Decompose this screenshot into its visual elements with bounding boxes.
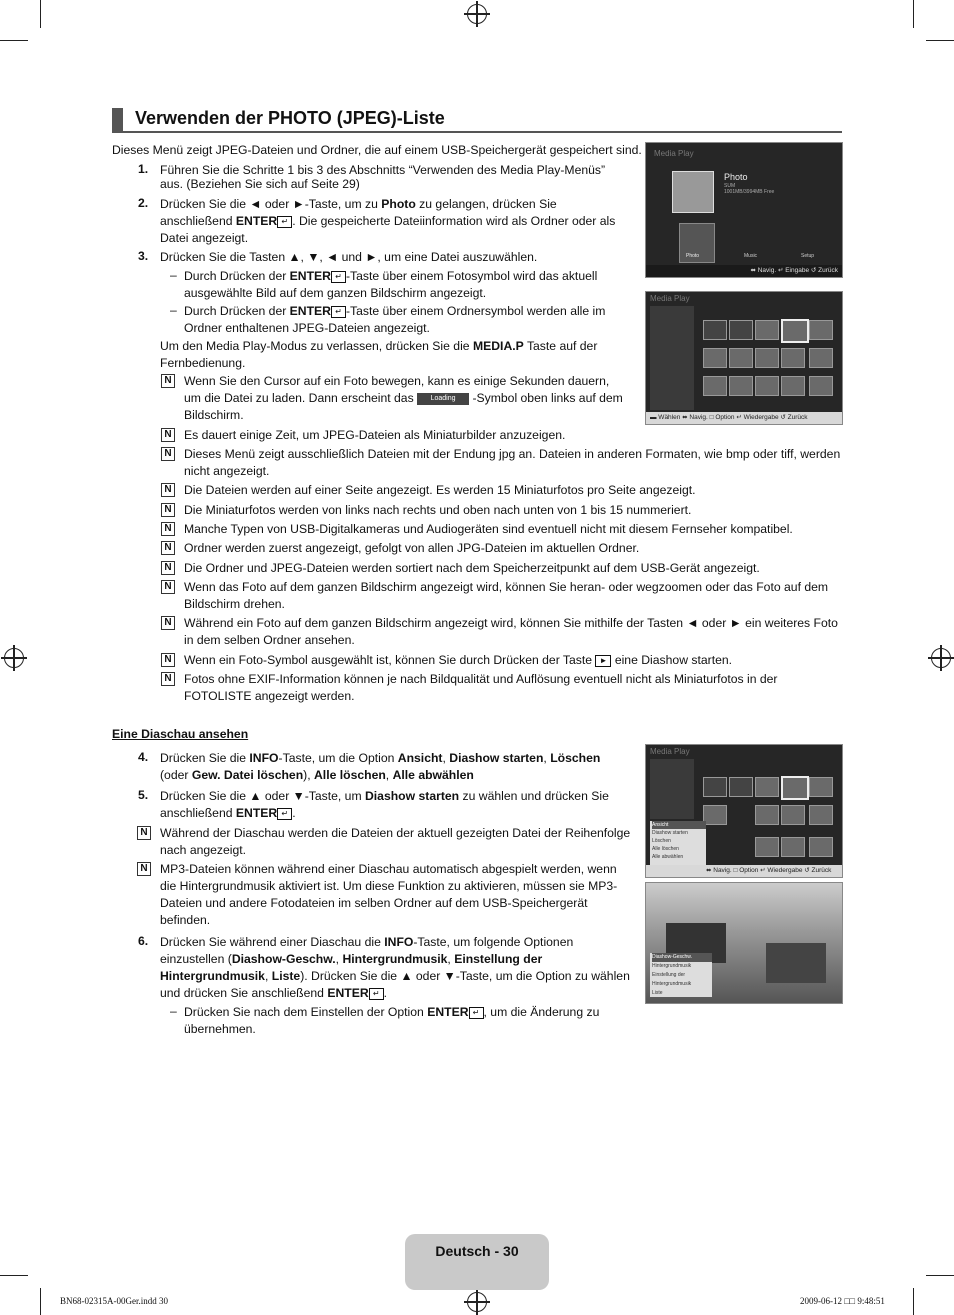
note-text: Während der Diaschau werden die Dateien der aktuell gezeigten Datei der Reihenfolge nach angezeigt.	[160, 826, 631, 857]
screenshot-media-play-main: Media Play Photo SUM 1001MB/3994MB Free Photo Music Setup ⬌ Navig. ↵ Eingabe ↺ Zurück	[645, 142, 843, 278]
note-icon: N	[161, 522, 175, 536]
note-icon: N	[161, 580, 175, 594]
title-rule	[112, 131, 842, 133]
note-icon: N	[161, 483, 175, 497]
note-icon: N	[161, 374, 175, 388]
step-2-text: Drücken Sie die ◄ oder ►-Taste, um zu Photo zu gelangen, drücken Sie anschließend ENTER ↵ . Die gespeicherte Dateiinformation wird als Ordner oder als Datei angezeigt.	[160, 197, 616, 245]
intro-text: Dieses Menü zeigt JPEG-Dateien und Ordner, die auf einem USB-Speichergerät gespeichert sind.	[112, 143, 642, 157]
photo-icon	[672, 171, 714, 213]
note-text: FOTOLISTE angezeigt werden.	[184, 689, 355, 703]
note-text: Während ein Foto auf dem ganzen Bildschirm angezeigt wird, können Sie mithilfe der Tasten ◄ oder ► ein weiteres Foto	[184, 616, 838, 630]
note-icon: N	[161, 428, 175, 442]
note-text: Die Miniaturfotos werden von links nach rechts und oben nach unten von 1 bis 15 nummeriert.	[184, 503, 692, 517]
screenshot-slideshow-photo: Diashow-Geschw. Hintergrundmusik Einstellung der Hintergrundmusik Liste	[645, 882, 843, 1004]
screenshot-photo-list: Media Play ▬ Wählen ⬌ Navig. □ Option ↵ Wiedergabe ↺ Zurück	[645, 291, 843, 425]
note-text: Bildschirm drehen.	[184, 597, 285, 611]
note-text: MP3-Dateien können während einer Diaschau automatisch abgespielt werden, wenn die Hintergrundmusik aktiviert ist. Um diese Funktion zu aktivieren, müssen sie MP3-Dateien und andere Fotodateien im selben Ordner auf dem USB-Speichergerät befinden.	[160, 862, 618, 927]
note-text: nicht angezeigt.	[184, 464, 270, 478]
note-loading: Wenn Sie den Cursor auf ein Foto bewegen, kann es einige Sekunden dauern, um die Datei zu laden. Dann erscheint das Loading -Symbol oben links auf dem Bildschirm.	[184, 374, 623, 422]
step-5-text: Drücken Sie die ▲ oder ▼-Taste, um Diashow starten zu wählen und drücken Sie anschließend ENTER ↵ .	[160, 789, 609, 820]
note-text: Ordner werden zuerst angezeigt, gefolgt von allen JPG-Dateien im aktuellen Ordner.	[184, 541, 640, 555]
note-icon: N	[161, 447, 175, 461]
note-text: Die Ordner und JPEG-Dateien werden sortiert nach dem Speicherzeitpunkt auf dem USB-Gerät angezeigt.	[184, 561, 760, 575]
registration-mark-top	[467, 4, 487, 24]
note-icon: N	[161, 653, 175, 667]
step-3-number: 3.	[138, 249, 149, 263]
step-3-text: Drücken Sie die Tasten ▲, ▼, ◄ und ►, um eine Datei auszuwählen.	[160, 250, 538, 264]
step-6-text: Drücken Sie während einer Diaschau die INFO-Taste, um folgende Optionen einzustellen (Diashow-Geschw., Hintergrundmusik, Einstellung der Hintergrundmusik, Liste). Drücken Sie die ▲ oder ▼-Taste, um die Option zu wählen und drücken Sie anschließend ENTER ↵ .	[160, 935, 630, 1000]
note-text: in dem selben Ordner ansehen.	[184, 633, 355, 647]
registration-mark-left	[4, 648, 24, 668]
note-icon: N	[137, 826, 151, 840]
step-6-sub: Drücken Sie nach dem Einstellen der Option ENTER ↵ , um die Änderung zu übernehmen.	[184, 1005, 600, 1036]
note-icon: N	[161, 672, 175, 686]
note-icon: N	[161, 616, 175, 630]
slug-right: 2009-06-12 □□ 9:48:51	[800, 1296, 885, 1306]
note-icon: N	[161, 561, 175, 575]
registration-mark-bottom	[467, 1292, 487, 1312]
note-icon: N	[161, 541, 175, 555]
page-title: Verwenden der PHOTO (JPEG)-Liste	[135, 108, 445, 128]
note-text: Wenn das Foto auf dem ganzen Bildschirm angezeigt wird, können Sie heran- oder wegzoomen oder das Foto auf dem	[184, 580, 829, 594]
note-text: Dieses Menü zeigt ausschließlich Dateien mit der Endung jpg an. Dateien in anderen Formaten, wie bmp oder tiff, werden	[184, 447, 841, 461]
note-text: Manche Typen von USB-Digitalkameras und Audiogeräten sind eventuell nicht mit diesem Fernseher kompatibel.	[184, 522, 793, 536]
step-4-text: Drücken Sie die INFO-Taste, um die Option Ansicht, Diashow starten, Löschen (oder Gew. Datei löschen), Alle löschen, Alle abwählen	[160, 751, 601, 782]
registration-mark-right	[931, 648, 951, 668]
note-text: Fotos ohne EXIF-Information können je nach Bildqualität und Auflösung eventuell nicht als Miniaturfotos in der	[184, 672, 778, 686]
exit-note: Um den Media Play-Modus zu verlassen, drücken Sie die MEDIA.P Taste auf der Fernbedienung.	[160, 339, 598, 370]
step-3-sub-2: Durch Drücken der ENTER ↵ -Taste über einem Ordnersymbol werden alle im Ordner enthaltenen JPEG-Dateien angezeigt.	[184, 304, 606, 335]
note-text: Es dauert einige Zeit, um JPEG-Dateien als Miniaturbilder anzuzeigen.	[184, 428, 566, 442]
title-accent-bar	[112, 108, 123, 131]
note-text: Wenn ein Foto-Symbol ausgewählt ist, können Sie durch Drücken der Taste ► eine Diashow starten.	[184, 653, 733, 667]
step-3-sub-1: Durch Drücken der ENTER ↵ -Taste über einem Fotosymbol wird das aktuell ausgewählte Bild auf dem ganzen Bildschirm angezeigt.	[184, 269, 598, 300]
page-number: Deutsch - 30	[435, 1243, 519, 1259]
step-1-line-1: Führen Sie die Schritte 1 bis 3 des Abschnitts “Verwenden des Media Play-Menüs”	[160, 163, 606, 177]
slug-left: BN68-02315A-00Ger.indd 30	[60, 1296, 168, 1306]
note-icon: N	[161, 503, 175, 517]
note-text: Die Dateien werden auf einer Seite angezeigt. Es werden 15 Miniaturfotos pro Seite angezeigt.	[184, 483, 696, 497]
step-2-number: 2.	[138, 196, 149, 210]
step-1-number: 1.	[138, 162, 149, 176]
section-heading: Eine Diaschau ansehen	[112, 727, 249, 741]
screenshot-photo-list-menu: Media Play Ansicht Diashow starten Löschen Alle löschen Alle abwählen ⬌ Navig. □ Option ↵ Wiedergabe ↺ Zurück	[645, 744, 843, 878]
step-1-line-2: aus. (Beziehen Sie sich auf Seite 29)	[160, 177, 360, 191]
note-icon: N	[137, 862, 151, 876]
